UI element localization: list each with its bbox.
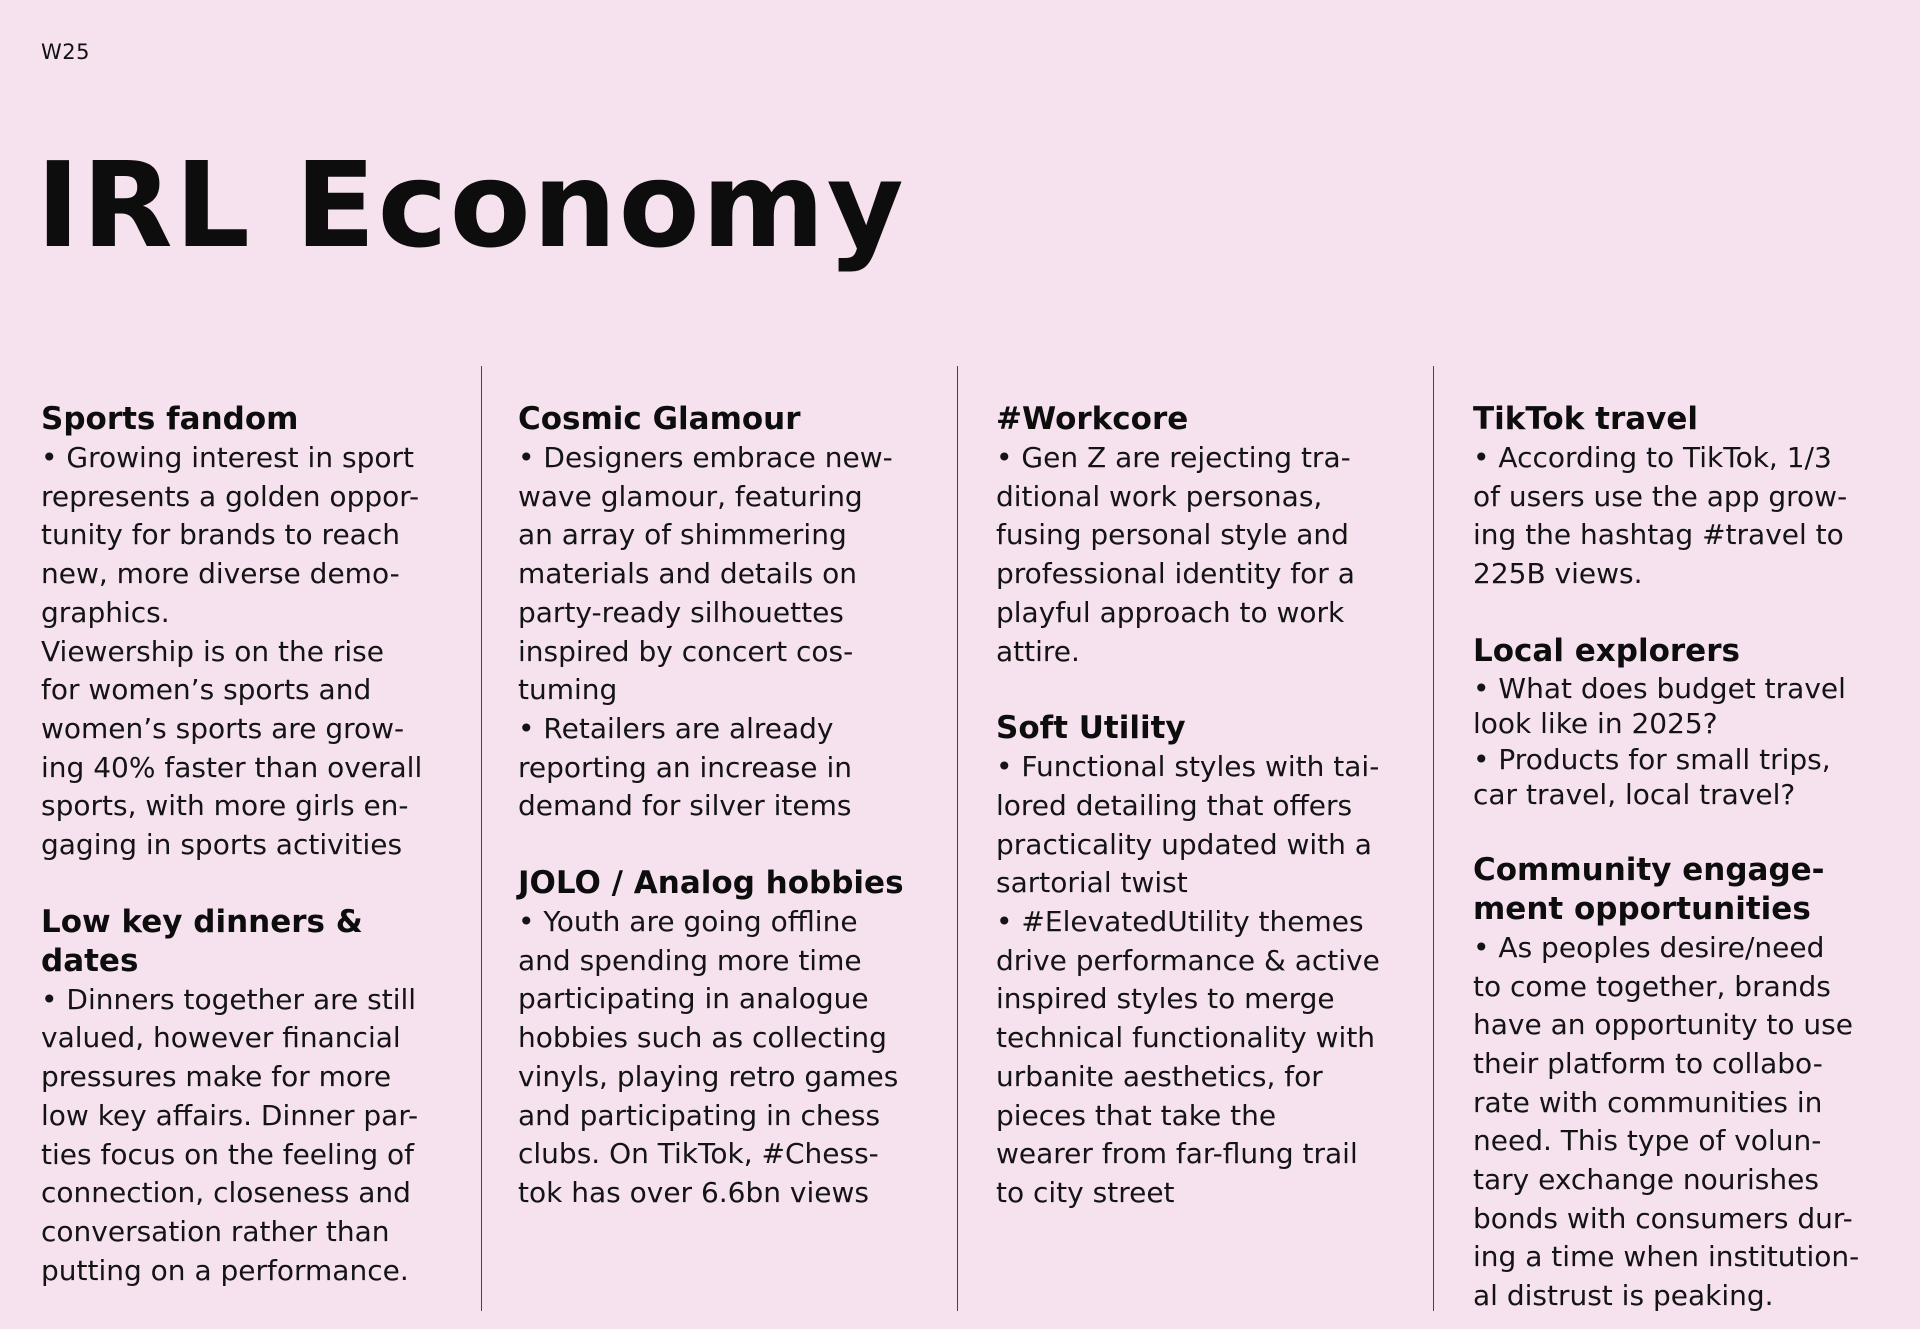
section-body: • As peoples desire/need to come together, brands have an opportunity to use their platform to collabo- rate with communities in need. This type of volun- tary exchange nourishes bonds with consumers dur- ing a time when institution- al distrust is peaking. (1473, 930, 1860, 1313)
section-heading: Low key dinners & dates (41, 903, 363, 979)
section-heading: #Workcore (996, 401, 1189, 437)
page-label: W25 (41, 40, 90, 64)
section-heading: Sports fandom (41, 401, 299, 437)
page-title: IRL Economy (36, 136, 906, 274)
section-heading: Cosmic Glamour (518, 401, 801, 437)
section-body: • According to TikTok, 1/3 of users use the app grow- ing the hashtag #travel to 225B views. (1473, 441, 1848, 591)
section-body: • Youth are going offline and spending more time participating in analogue hobbies such as collecting vinyls, playing retro games and participating in chess clubs. On TikTok, #Chess- tok has over 6.6bn views (518, 905, 899, 1209)
section-heading: TikTok travel (1473, 401, 1699, 437)
section-body: • What does budget travel look like in 2025? • Products for small trips, car travel, local travel? (1473, 671, 1846, 812)
section-body: • Designers embrace new- wave glamour, featuring an array of shimmering materials and details on party-ready silhouettes inspired by concert cos- tuming • Retailers are already reporting an increase in demand for silver items (518, 441, 893, 823)
section-community-engagement (1473, 851, 1903, 1316)
section-heading: Community engage- ment opportunities (1473, 851, 1825, 927)
section-low-key-dinners (41, 903, 463, 1291)
section-cosmic-glamour (518, 400, 940, 826)
section-tiktok-travel (1473, 400, 1903, 594)
section-analog-hobbies (518, 864, 940, 1213)
column-4 (1473, 366, 1903, 1311)
section-body: • Gen Z are rejecting tra- ditional work personas, fusing personal style and professional identity for a playful approach to work attire. (996, 441, 1355, 668)
section-body: • Functional styles with tai- lored detailing that offers practicality updated with a sartorial twist • #ElevatedUtility themes drive performance & active inspired styles to merge technical functionality with urbanite aesthetics, for pieces that take the wearer from far-flung trail to city street (996, 750, 1380, 1209)
section-heading: Soft Utility (996, 710, 1186, 747)
section-body: • Dinners together are still valued, however financial pressures make for more low key affairs. Dinner par- ties focus on the feeling of connection, closeness and conversation rather than putting on a performance. (41, 982, 419, 1287)
column-3 (996, 366, 1418, 1311)
section-workcore (996, 400, 1418, 671)
section-body: • Growing interest in sport represents a golden oppor- tunity for brands to reach new, more diverse demo- graphics. Viewership is on the rise for women’s sports and women’s sports are grow- ing 40% faster than overall sports, with more girls en- gaging in sports activities (41, 441, 423, 862)
section-sports-fandom (41, 400, 463, 865)
column-divider (957, 366, 958, 1311)
column-2 (518, 366, 940, 1311)
column-divider (481, 366, 482, 1311)
trend-columns (0, 366, 1920, 1311)
section-local-explorers (1473, 632, 1903, 813)
column-divider (1433, 366, 1434, 1311)
section-heading: JOLO / Analog hobbies (518, 865, 904, 902)
column-1 (41, 366, 463, 1311)
section-soft-utility (996, 709, 1418, 1212)
section-heading: Local explorers (1473, 632, 1740, 669)
